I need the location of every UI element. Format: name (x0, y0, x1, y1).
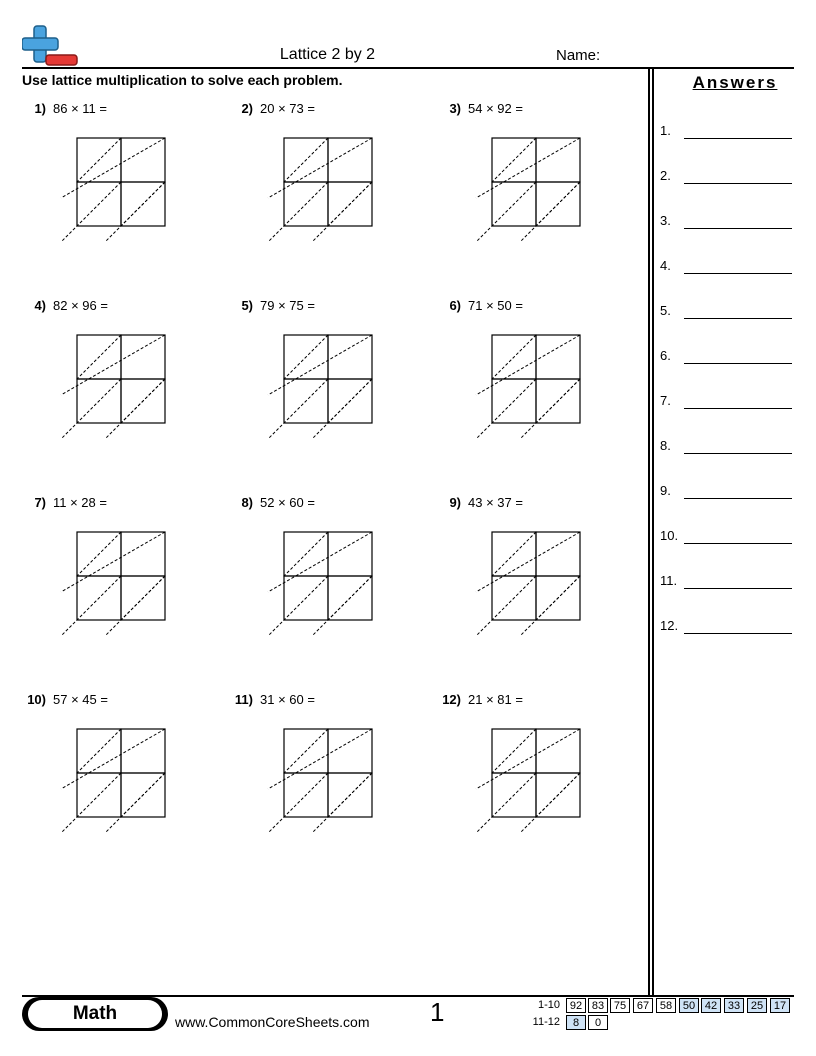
score-key-cell: 67 (633, 998, 653, 1013)
lattice-grid[interactable] (53, 325, 163, 440)
answer-line[interactable] (684, 543, 792, 544)
lattice-diagonal (61, 379, 121, 439)
subject-label: Math (28, 1000, 162, 1028)
problem-expression: 20 × 73 = (260, 101, 315, 116)
answer-label: 6. (660, 348, 671, 363)
lattice-cell (536, 729, 580, 773)
answer-label: 2. (660, 168, 671, 183)
score-key-cell: 58 (656, 998, 676, 1013)
lattice-grid[interactable] (468, 522, 578, 637)
lattice-diagonal (284, 532, 328, 576)
problem-8 (229, 495, 429, 665)
answer-label: 11. (660, 573, 678, 588)
answer-line[interactable] (684, 498, 792, 499)
problem-4 (22, 298, 222, 468)
problem-expression: 21 × 81 = (468, 692, 523, 707)
lattice-cell (536, 335, 580, 379)
answer-column-divider (648, 67, 650, 996)
lattice-diagonal (492, 335, 536, 379)
lattice-grid[interactable] (260, 719, 370, 834)
lattice-diagonal (77, 138, 121, 182)
score-key-label: 11-12 (532, 1016, 560, 1028)
page-title: Lattice 2 by 2 (279, 46, 376, 63)
score-key-cell: 33 (724, 998, 744, 1013)
lattice-cell (536, 532, 580, 576)
lattice-grid[interactable] (468, 128, 578, 243)
lattice-grid[interactable] (260, 522, 370, 637)
lattice-cell (121, 532, 165, 576)
lattice-grid[interactable] (53, 719, 163, 834)
answer-slot-3[interactable] (660, 211, 792, 231)
problem-2 (229, 101, 429, 271)
lattice-diagonal (492, 138, 536, 182)
problem-expression: 82 × 96 = (53, 298, 108, 313)
answers-heading: Answers (692, 73, 778, 92)
score-key-cell: 42 (701, 998, 721, 1013)
answer-line[interactable] (684, 633, 792, 634)
problem-number: 9) (449, 495, 461, 510)
lattice-cell (121, 335, 165, 379)
answer-line[interactable] (684, 273, 792, 274)
answer-line[interactable] (684, 318, 792, 319)
answer-label: 10. (660, 528, 679, 543)
lattice-diagonal (312, 379, 372, 439)
score-key-cell: 25 (747, 998, 767, 1013)
problem-number: 3) (449, 101, 461, 116)
problem-number: 4) (34, 298, 46, 313)
lattice-cell (328, 532, 372, 576)
lattice-diagonal (476, 773, 536, 833)
lattice-diagonal (284, 335, 328, 379)
lattice-diagonal (284, 138, 328, 182)
score-key-cell: 50 (679, 998, 699, 1013)
problem-number: 1) (34, 101, 46, 116)
answer-line[interactable] (684, 183, 792, 184)
problem-6 (437, 298, 637, 468)
lattice-diagonal (77, 532, 121, 576)
problem-1 (22, 101, 222, 271)
answer-slot-5[interactable] (660, 301, 792, 321)
lattice-diagonal (105, 182, 165, 242)
lattice-diagonal (312, 576, 372, 636)
lattice-diagonal (492, 729, 536, 773)
lattice-cell (328, 729, 372, 773)
answer-slot-2[interactable] (660, 166, 792, 186)
score-key-cell: 92 (566, 998, 586, 1013)
problem-expression: 11 × 28 = (53, 495, 107, 510)
answer-line[interactable] (684, 453, 792, 454)
lattice-diagonal (492, 532, 536, 576)
lattice-diagonal (312, 773, 372, 833)
lattice-diagonal (105, 576, 165, 636)
lattice-diagonal (476, 379, 536, 439)
problem-number: 10) (27, 692, 46, 707)
answer-slot-10[interactable] (660, 526, 792, 546)
lattice-diagonal (61, 182, 121, 242)
lattice-diagonal (105, 379, 165, 439)
answer-label: 5. (660, 303, 671, 318)
lattice-diagonal (105, 773, 165, 833)
lattice-diagonal (520, 182, 580, 242)
lattice-cell (121, 729, 165, 773)
answer-label: 8. (660, 438, 671, 453)
problem-expression: 71 × 50 = (468, 298, 523, 313)
lattice-diagonal (268, 182, 328, 242)
problem-9 (437, 495, 637, 665)
lattice-diagonal (520, 773, 580, 833)
problem-number: 12) (442, 692, 461, 707)
answer-label: 12. (660, 618, 679, 633)
answer-slot-1[interactable] (660, 121, 792, 141)
header-divider (22, 67, 794, 69)
lattice-diagonal (61, 773, 121, 833)
answer-label: 4. (660, 258, 671, 273)
answer-line[interactable] (684, 408, 792, 409)
problem-number: 8) (241, 495, 253, 510)
lattice-diagonal (476, 182, 536, 242)
answer-slot-11[interactable] (660, 571, 792, 591)
name-label: Name: (556, 47, 601, 64)
answer-line[interactable] (684, 138, 792, 139)
answer-label: 9. (660, 483, 671, 498)
lattice-grid[interactable] (53, 128, 163, 243)
problem-expression: 57 × 45 = (53, 692, 108, 707)
score-key-cell: 8 (566, 1015, 586, 1030)
answer-slot-7[interactable] (660, 391, 792, 411)
problem-expression: 79 × 75 = (260, 298, 315, 313)
lattice-diagonal (77, 729, 121, 773)
answer-slot-8[interactable] (660, 436, 792, 456)
problem-number: 7) (34, 495, 46, 510)
score-key-cell: 0 (588, 1015, 608, 1030)
lattice-grid[interactable] (468, 719, 578, 834)
answer-label: 3. (660, 213, 671, 228)
answer-slot-6[interactable] (660, 346, 792, 366)
answer-slot-12[interactable] (660, 616, 792, 636)
lattice-grid[interactable] (53, 522, 163, 637)
lattice-cell (328, 138, 372, 182)
problem-10 (22, 692, 222, 862)
lattice-diagonal (520, 379, 580, 439)
lattice-diagonal (77, 335, 121, 379)
lattice-cell (536, 138, 580, 182)
lattice-cell (328, 335, 372, 379)
problem-expression: 43 × 37 = (468, 495, 523, 510)
problem-number: 2) (241, 101, 253, 116)
lattice-grid[interactable] (260, 128, 370, 243)
score-key-cell: 83 (588, 998, 608, 1013)
page-number: 1 (430, 997, 445, 1027)
problem-number: 6) (449, 298, 461, 313)
problem-number: 11) (234, 692, 253, 707)
problem-12 (437, 692, 637, 862)
lattice-diagonal (268, 379, 328, 439)
problem-3 (437, 101, 637, 271)
answer-slot-9[interactable] (660, 481, 792, 501)
lattice-diagonal (268, 576, 328, 636)
website-link[interactable]: www.CommonCoreSheets.com (175, 1014, 370, 1030)
problem-7 (22, 495, 222, 665)
lattice-diagonal (61, 576, 121, 636)
answer-slot-4[interactable] (660, 256, 792, 276)
problem-11 (229, 692, 429, 862)
answer-line[interactable] (684, 363, 792, 364)
problem-expression: 86 × 11 = (53, 101, 107, 116)
problem-expression: 54 × 92 = (468, 101, 523, 116)
lattice-grid[interactable] (468, 325, 578, 440)
problem-expression: 52 × 60 = (260, 495, 315, 510)
score-key-label: 1-10 (537, 999, 560, 1011)
lattice-diagonal (284, 729, 328, 773)
problem-number: 5) (241, 298, 253, 313)
lattice-cell (121, 138, 165, 182)
lattice-diagonal (312, 182, 372, 242)
problem-expression: 31 × 60 = (260, 692, 315, 707)
lattice-diagonal (520, 576, 580, 636)
answer-label: 7. (660, 393, 671, 408)
lattice-diagonal (268, 773, 328, 833)
answer-line[interactable] (684, 588, 792, 589)
score-key-cell: 75 (610, 998, 630, 1013)
problem-5 (229, 298, 429, 468)
instructions: Use lattice multiplication to solve each problem. (22, 72, 343, 88)
score-key-cell: 17 (770, 998, 790, 1013)
answer-line[interactable] (684, 228, 792, 229)
lattice-grid[interactable] (260, 325, 370, 440)
answer-column-divider (652, 67, 654, 996)
answer-label: 1. (660, 123, 671, 138)
lattice-diagonal (476, 576, 536, 636)
